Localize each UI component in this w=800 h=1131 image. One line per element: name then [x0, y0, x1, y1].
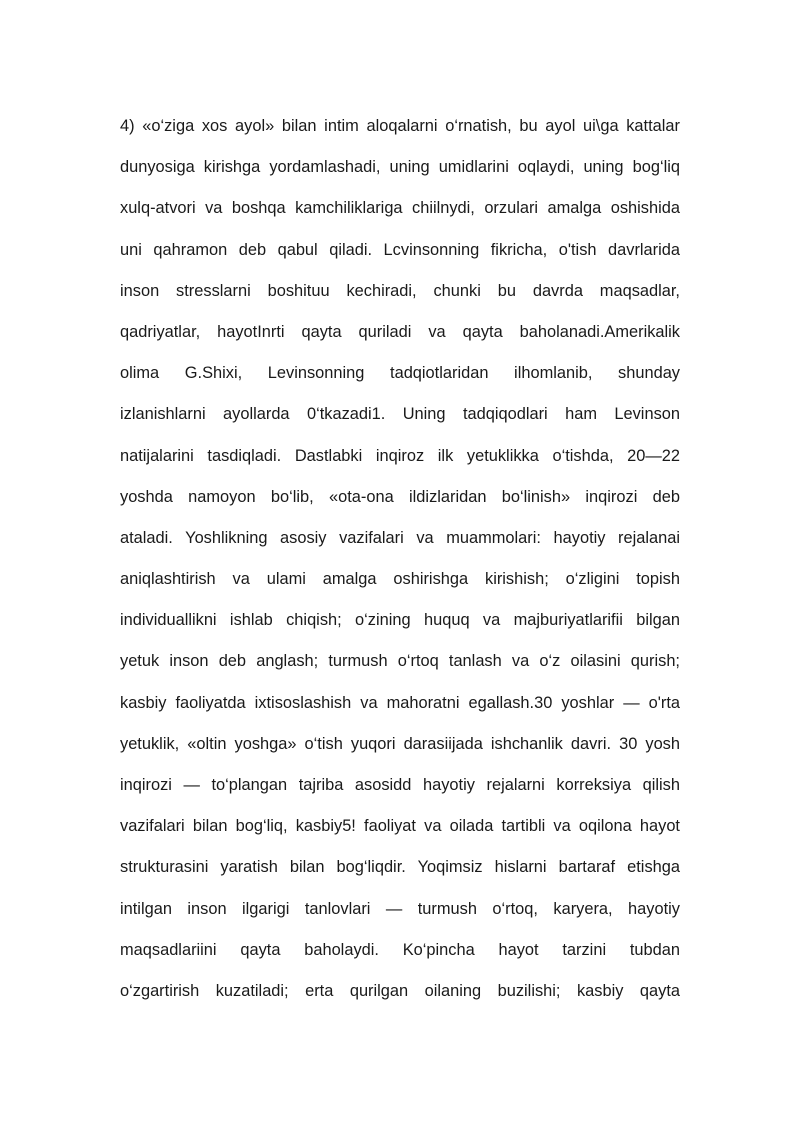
text-line: qadriyatlar, hayotInrti qayta quriladi va qayta baholanadi.Amerikalik [120, 322, 680, 341]
text-line: vazifalari bilan bog‘liq, kasbiy5! faoliyat va oilada tartibli va oqilona hayot [120, 817, 680, 836]
text-line: inson stresslarni boshituu kechiradi, chunki bu davrda maqsadlar, [120, 281, 680, 300]
text-line: individuallikni ishlab chiqish; o‘zining huquq va majburiyatlarifii bilgan [120, 611, 680, 630]
text-line: maqsadlariini qayta baholaydi. Ko‘pincha hayot tarzini tubdan [120, 940, 680, 959]
text-line: strukturasini yaratish bilan bog‘liqdir. Yoqimsiz hislarni bartaraf etishga [120, 858, 680, 877]
text-line: intilgan inson ilgarigi tanlovlari — turmush o‘rtoq, karyera, hayotiy [120, 899, 680, 918]
text-line: xulq-atvori va boshqa kamchiliklariga chiilnydi, orzulari amalga oshishida [120, 199, 680, 218]
text-line: 4) «o‘ziga xos ayol» bilan intim aloqalarni o‘rnatish, bu ayol ui\ga kattalar [120, 117, 680, 135]
text-line: ataladi. Yoshlikning asosiy vazifalari va muammolari: hayotiy rejalanai [120, 528, 680, 547]
text-line: yoshda namoyon bo‘lib, «ota-ona ildizlaridan bo‘linish» inqirozi deb [120, 487, 680, 506]
text-line: kasbiy faoliyatda ixtisoslashish va mahoratni egallash.30 yoshlar — o'rta [120, 693, 680, 712]
document-page [120, 106, 680, 1012]
text-line: uni qahramon deb qabul qiladi. Lcvinsonning fikricha, o'tish davrlarida [120, 240, 680, 259]
text-line: natijalarini tasdiqladi. Dastlabki inqiroz ilk yetuklikka o‘tishda, 20—22 [120, 446, 680, 465]
text-line: izlanishlarni ayollarda 0‘tkazadi1. Uning tadqiqodlari ham Levinson [120, 405, 680, 424]
text-line: o‘zgartirish kuzatiladi; erta qurilgan oilaning buzilishi; kasbiy qayta [120, 981, 680, 1000]
text-line: olima G.Shixi, Levinsonning tadqiotlaridan ilhomlanib, shunday [120, 364, 680, 383]
text-line: aniqlashtirish va ulami amalga oshirishga kirishish; o‘zligini topish [120, 570, 680, 589]
text-line: yetuklik, «oltin yoshga» o‘tish yuqori darasiijada ishchanlik davri. 30 yosh [120, 734, 680, 753]
text-line: inqirozi — to‘plangan tajriba asosidd hayotiy rejalarni korreksiya qilish [120, 776, 680, 794]
text-line: dunyosiga kirishga yordamlashadi, uning umidlarini oqlaydi, uning bog‘liq [120, 158, 680, 177]
text-line: yetuk inson deb anglash; turmush o‘rtoq tanlash va o‘z oilasini qurish; [120, 652, 680, 671]
